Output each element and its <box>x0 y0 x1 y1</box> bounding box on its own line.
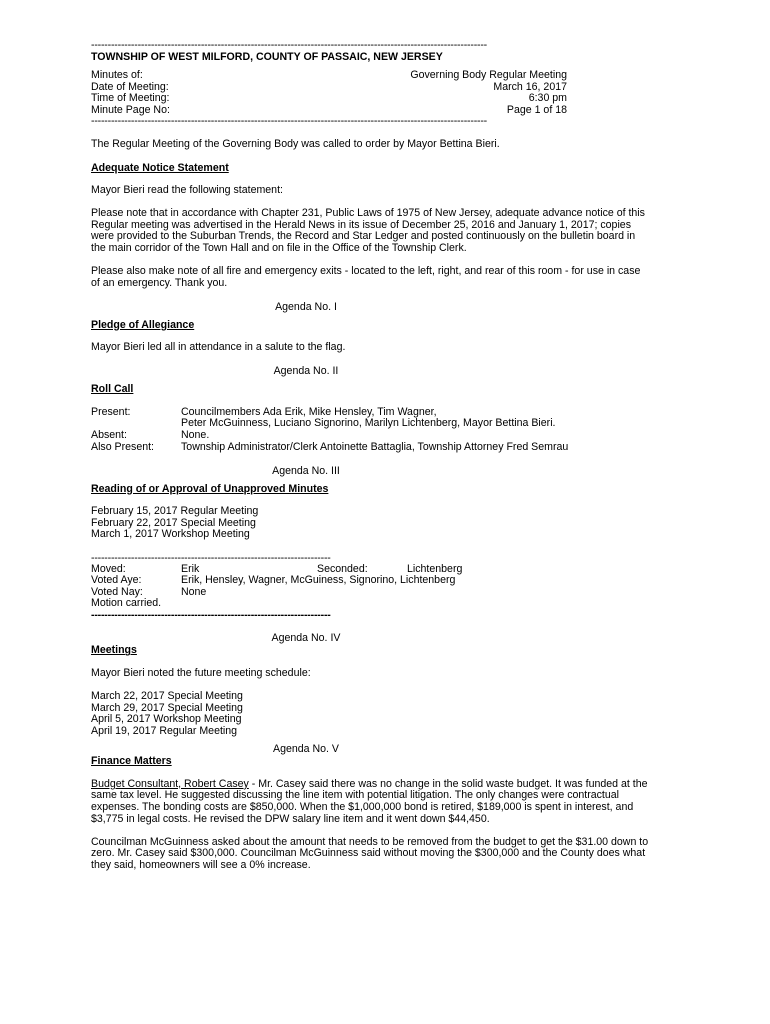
meta-row-time <box>91 93 651 105</box>
meta-label: Date of Meeting: <box>91 80 169 93</box>
motion-value: Lichtenberg <box>407 562 463 575</box>
roll-also-present <box>91 442 651 454</box>
motion-carried <box>91 598 651 610</box>
casey-paragraph <box>91 779 651 825</box>
agenda-label-4: Agenda No. IV <box>271 632 341 645</box>
header-rule-top: ----------------------------------------------------------------------------------------------------------------------- <box>91 40 488 51</box>
motion-voted-aye <box>91 575 651 587</box>
meeting-item: March 29, 2017 Special Meeting <box>91 701 243 714</box>
section-heading-pledge: Pledge of Allegiance <box>91 318 195 331</box>
speaker-name: Budget Consultant, Robert Casey <box>91 777 249 790</box>
motion-label: Seconded: <box>317 562 368 575</box>
roll-value: None. <box>181 429 210 442</box>
meta-label: Time of Meeting: <box>91 92 170 104</box>
meetings-lead: Mayor Bieri noted the future meeting schedule: <box>91 666 311 679</box>
roll-value: Township Administrator/Clerk Antoinette Battaglia, Township Attorney Fred Semrau <box>181 440 569 453</box>
meta-row-date <box>91 82 651 94</box>
roll-value: Councilmembers Ada Erik, Mike Hensley, Tim Wagner, <box>181 405 437 418</box>
meta-value: 6:30 pm <box>528 92 567 104</box>
roll-label: Also Present: <box>91 440 155 453</box>
motion-label: Moved: <box>91 562 126 575</box>
casey-text: - Mr. Casey said there was no change in the solid waste budget. It was funded at the same tax level. He suggested discussing the line item with potential litigation. The only changes were contractual expenses. The bonding costs are $850,000. When the $1,000,000 bond is retired, $189,000 is spent in interest, and $3,775 in legal costs. He revised the DPW salary line item and it went down $44,450. <box>91 777 648 825</box>
agenda-label-5: Agenda No. V <box>273 743 339 756</box>
motion-rule-top: ------------------------------------------------------------------------ <box>91 552 331 564</box>
agenda-label-3: Agenda No. III <box>272 464 340 477</box>
section-heading-roll-call: Roll Call <box>91 383 134 396</box>
meta-label: Minutes of: <box>91 69 143 81</box>
meeting-item: April 19, 2017 Regular Meeting <box>91 724 238 737</box>
agenda-label-1: Agenda No. I <box>275 300 337 313</box>
motion-label: Voted Aye: <box>91 574 142 587</box>
roll-value: Peter McGuinness, Luciano Signorino, Marilyn Lichtenberg, Mayor Bettina Bieri. <box>181 417 556 430</box>
motion-value: Erik <box>181 562 200 575</box>
meta-row-minutes-of <box>91 70 651 82</box>
notice-paragraph: Please note that in accordance with Chapter 231, Public Laws of 1975 of New Jersey, adequate advance notice of this Regular meeting was advertised in the Herald News in its issue of December 25, 2016 and January 1, 2017; copies were provided to the Suburban Trends, the Record and Star Ledger and posted continuously on the bulletin board in the main corridor of the Town Hall and on file in the Office of the Township Clerk. <box>91 207 645 254</box>
meta-value: March 16, 2017 <box>493 80 567 93</box>
meeting-item: March 22, 2017 Special Meeting <box>91 689 243 702</box>
minutes-item: March 1, 2017 Workshop Meeting <box>91 528 250 541</box>
pledge-text: Mayor Bieri led all in attendance in a salute to the flag. <box>91 341 346 354</box>
meeting-item: April 5, 2017 Workshop Meeting <box>91 713 242 726</box>
minutes-item: February 15, 2017 Regular Meeting <box>91 505 259 518</box>
meta-label: Minute Page No: <box>91 103 170 116</box>
emergency-paragraph: Please also make note of all fire and emergency exits - located to the left, right, and rear of this room - for use in case of an emergency. Thank you. <box>91 265 641 289</box>
motion-value: None <box>181 585 207 598</box>
agenda-label-2: Agenda No. II <box>273 365 339 378</box>
roll-absent <box>91 430 651 442</box>
motion-label: Voted Nay: <box>91 585 143 598</box>
minutes-item: February 22, 2017 Special Meeting <box>91 516 256 529</box>
motion-rule-bottom: ------------------------------------------------------------------------ <box>91 609 331 621</box>
document-title: TOWNSHIP OF WEST MILFORD, COUNTY OF PASSAIC, NEW JERSEY <box>91 51 443 63</box>
meta-row-page <box>91 105 651 117</box>
roll-present-cont <box>91 418 651 430</box>
motion-value: Erik, Hensley, Wagner, McGuiness, Signorino, Lichtenberg <box>181 574 456 587</box>
meta-value: Page 1 of 18 <box>506 103 567 116</box>
header-rule-bottom: ----------------------------------------------------------------------------------------------------------------------- <box>91 116 488 127</box>
section-heading-finance: Finance Matters <box>91 755 172 768</box>
call-to-order: The Regular Meeting of the Governing Body was called to order by Mayor Bettina Bieri. <box>91 137 500 150</box>
section-heading-meetings: Meetings <box>91 644 137 657</box>
mcguinness-paragraph: Councilman McGuinness asked about the amount that needs to be removed from the budget to get the $31.00 down to zero. Mr. Casey said $300,000. Councilman McGuinness said without moving the $300,000 and the County does what they said, homeowners will see a 0% increase. <box>91 835 649 871</box>
minutes-body <box>91 40 651 872</box>
motion-status: Motion carried. <box>91 597 162 610</box>
roll-label: Present: <box>91 405 131 418</box>
notice-lead: Mayor Bieri read the following statement: <box>91 184 283 197</box>
meta-value: Governing Body Regular Meeting <box>410 69 567 81</box>
roll-label: Absent: <box>91 429 127 442</box>
section-heading-minutes: Reading of or Approval of Unapproved Minutes <box>91 482 329 495</box>
motion-voted-nay <box>91 587 651 599</box>
section-heading-notice: Adequate Notice Statement <box>91 161 229 174</box>
